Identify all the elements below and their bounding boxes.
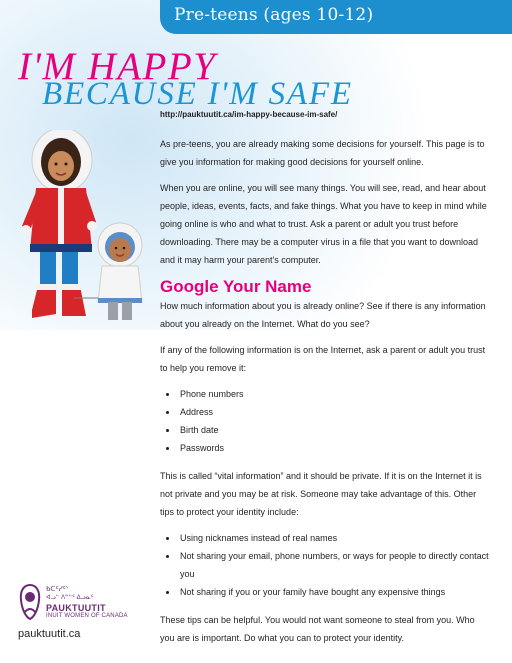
logo-subtitle: INUIT WOMEN OF CANADA <box>46 613 128 619</box>
list-item: • Using nicknames instead of real names <box>178 529 490 547</box>
intro-paragraph-1: As pre-teens, you are already making some decisions for yourself. This page is to give you information for making good decisions for yourself online. <box>160 139 485 167</box>
list-item: • Phone numbers <box>178 385 490 403</box>
logo-syllabics-2: ᐊᓗᓪ ᐱᓐᓪᑦ ᐃᓗᓇᑦ <box>46 595 94 601</box>
list-item: • Address <box>178 403 490 421</box>
intro-paragraph-2: When you are online, you will see many things. You will see, read, and hear about people, ideas, events, facts, and fake things. What you have to keep in mind while going online is who and what to trust. Ask a parent or adult you trust before downloading. There may be a computer virus in a file that you want to download and it may harm your parent's computer. <box>160 183 487 265</box>
list-item: • Not sharing your email, phone numbers, or ways for people to directly contact you <box>178 547 490 583</box>
source-link[interactable]: http://pauktuutit.ca/im-happy-because-im-safe/ <box>160 110 338 119</box>
category-label: Pre-teens (ages 10-12) <box>174 5 374 25</box>
website-link[interactable]: pauktuutit.ca <box>18 628 81 640</box>
section-paragraph-4: These tips can be helpful. You would not want someone to steal from you. Who you are is important. Do what you can to protect your identity. <box>160 615 475 643</box>
section-heading: Google Your Name <box>160 277 312 296</box>
vital-info-list <box>160 385 490 457</box>
logo-name: PAUKTUUTIT <box>46 603 106 613</box>
list-item: • Passwords <box>178 439 490 457</box>
list-item: • Birth date <box>178 421 490 439</box>
children-illustration <box>14 130 154 335</box>
section-paragraph-3: This is called “vital information” and it should be private. If it is on the Internet it is not private and you may be at risk. Someone may take advantage of this. Other tips to protect your identity include: <box>160 471 482 517</box>
logo-syllabics: ᑲᑕᑦᓯᑦᐠ <box>46 586 69 593</box>
list-item: • Not sharing if you or your family have bought any expensive things <box>178 583 490 601</box>
logo-mark-icon <box>18 583 42 621</box>
title-line-1: I'M HAPPY <box>18 45 217 88</box>
section-paragraph-1: How much information about you is already online? See if there is any information about you already on the Internet. What do you see? <box>160 301 486 329</box>
section-paragraph-2: If any of the following information is on the Internet, ask a parent or adult you trust to help you remove it: <box>160 345 486 373</box>
tips-list <box>160 529 490 601</box>
title-line-2: BECAUSE I'M SAFE <box>42 76 353 112</box>
article-body <box>160 135 490 655</box>
